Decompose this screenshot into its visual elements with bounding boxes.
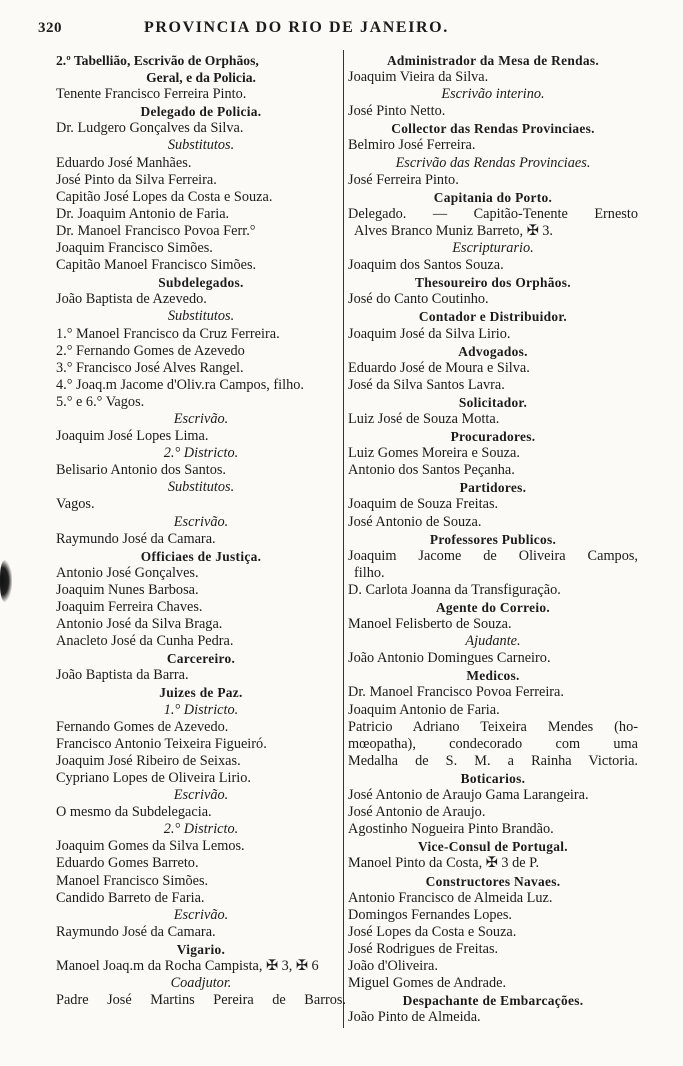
entry-line: Miguel Gomes de Andrade.: [348, 975, 507, 992]
entry-line: José Lopes da Costa e Souza.: [348, 923, 517, 940]
entry-line: Delegado. — Capitão-Tenente Ernesto: [348, 205, 638, 222]
section-heading: Constructores Navaes.: [425, 873, 561, 889]
entry-line: Manoel Felisberto de Souza.: [348, 616, 512, 633]
entry-line: Antonio Francisco de Almeida Luz.: [348, 889, 553, 906]
section-heading: Medicos.: [466, 668, 520, 684]
sub-heading: Escrivão.: [173, 410, 229, 427]
entry-line: mœopatha), condecorado com uma: [348, 735, 638, 752]
entry-line: Joaquim Antonio de Faria.: [348, 701, 500, 718]
sub-heading: Coadjutor.: [170, 975, 232, 992]
entry-line: Joaquim José Lopes Lima.: [56, 428, 209, 445]
left-column: [56, 52, 346, 1009]
sub-heading: Substitutos.: [167, 479, 235, 496]
sub-heading: Escrivão.: [173, 906, 229, 923]
entry-line: Antonio dos Santos Peçanha.: [348, 462, 515, 479]
entry-line: Candido Barreto de Faria.: [56, 889, 205, 906]
entry-line: Joaquim Francisco Simões.: [56, 240, 213, 257]
page-number: 320: [38, 20, 62, 36]
entry-line: Belmiro José Ferreira.: [348, 137, 476, 154]
entry-line: José Antonio de Araujo Gama Larangeira.: [348, 787, 589, 804]
entry-line: Joaquim de Souza Freitas.: [348, 496, 499, 513]
entry-line: Vagos.: [56, 496, 95, 513]
entry-line: 1.° Manoel Francisco da Cruz Ferreira.: [56, 325, 280, 342]
entry-line: Dr. Ludgero Gonçalves da Silva.: [56, 120, 244, 137]
page-header: [38, 20, 658, 46]
entry-line: Eduardo José Manhães.: [56, 154, 192, 171]
entry-line: Manoel Joaq.m da Rocha Campista, ✠ 3, ✠ 6: [56, 957, 319, 974]
entry-line: José Pinto da Silva Ferreira.: [56, 171, 217, 188]
section-heading: Thesoureiro dos Orphãos.: [415, 275, 571, 291]
entry-line: Manoel Francisco Simões.: [56, 872, 209, 889]
entry-line: Capitão Manoel Francisco Simões.: [56, 257, 257, 274]
entry-line: José Rodrigues de Freitas.: [348, 940, 499, 957]
entry-line: José Antonio de Araujo.: [348, 804, 486, 821]
entry-line: Antonio José Gonçalves.: [56, 564, 199, 581]
entry-line: Anacleto José da Cunha Pedra.: [56, 633, 234, 650]
section-heading: Agente do Correio.: [435, 600, 551, 615]
entry-line: Luiz Gomes Moreira e Souza.: [348, 445, 520, 462]
entry-line: Alves Branco Muniz Barreto, ✠ 3.: [354, 222, 553, 239]
entry-line: João Antonio Domingues Carneiro.: [348, 650, 551, 667]
sub-heading: Escripturario.: [452, 240, 534, 257]
entry-line: 2.° Fernando Gomes de Azevedo: [56, 342, 245, 359]
entry-line: Capitão José Lopes da Costa e Souza.: [56, 188, 273, 205]
section-heading: Solicitador.: [458, 394, 528, 410]
entry-line: Tenente Francisco Ferreira Pinto.: [56, 86, 247, 103]
section-heading: Partidores.: [459, 480, 527, 496]
sub-heading: Escrivão interino.: [441, 86, 545, 103]
sub-heading: Substitutos.: [167, 308, 235, 325]
entry-line: 5.° e 6.° Vagos.: [56, 393, 145, 410]
entry-line: Fernando Gomes de Azevedo.: [56, 718, 229, 735]
entry-line: Eduardo Gomes Barreto.: [56, 855, 199, 872]
entry-line: Eduardo José de Moura e Silva.: [348, 359, 530, 376]
section-heading: Contador e Distribuidor.: [418, 309, 568, 325]
section-heading: Administrador da Mesa de Rendas.: [386, 53, 600, 68]
entry-line: Padre José Martins Pereira de Barros.: [56, 992, 346, 1009]
entry-line: Joaquim Jacome de Oliveira Campos,: [348, 547, 638, 564]
entry-line: Patricio Adriano Teixeira Mendes (ho-: [348, 718, 638, 735]
entry-line: Medalha de S. M. a Rainha Victoria.: [348, 752, 638, 769]
sub-heading: Escrivão.: [173, 787, 229, 804]
sub-heading: Escrivão.: [173, 513, 229, 530]
running-title: PROVINCIA DO RIO DE JANEIRO.: [144, 19, 449, 36]
section-heading: Despachante de Embarcações.: [402, 993, 584, 1009]
sub-heading: Escrivão das Rendas Provinciaes.: [395, 154, 591, 171]
section-heading: Carcereiro.: [166, 651, 236, 667]
entry-line: Raymundo José da Camara.: [56, 923, 216, 940]
entry-line: Dr. Manoel Francisco Povoa Ferr.°: [56, 222, 256, 239]
entry-line: José Ferreira Pinto.: [348, 171, 459, 188]
section-heading: 2.º Tabellião, Escrivão de Orphãos,: [56, 53, 259, 68]
entry-line: Manoel Pinto da Costa, ✠ 3 de P.: [348, 855, 540, 872]
section-heading: Collector das Rendas Provinciaes.: [391, 121, 595, 137]
entry-line: José Pinto Netto.: [348, 103, 446, 120]
entry-line: Joaquim José da Silva Lirio.: [348, 325, 511, 342]
entry-line: Joaquim Ferreira Chaves.: [56, 599, 203, 615]
ink-blot: [0, 560, 12, 602]
section-heading: Boticarios.: [460, 770, 526, 786]
entry-line: Joaquim Vieira da Silva.: [348, 69, 489, 86]
entry-line: Joaquim Nunes Barbosa.: [56, 581, 199, 598]
section-heading: Capitania do Porto.: [433, 189, 553, 205]
section-heading: Delegado de Policia.: [140, 104, 262, 120]
entry-line: João Pinto de Almeida.: [348, 1009, 481, 1026]
section-heading: Advogados.: [458, 343, 528, 359]
entry-line: Luiz José de Souza Motta.: [348, 410, 500, 427]
section-heading: Procuradores.: [450, 429, 536, 445]
entry-line: O mesmo da Subdelegacia.: [56, 804, 212, 821]
right-column: [348, 52, 638, 1026]
entry-line: João Baptista da Barra.: [56, 667, 189, 684]
entry-line: Domingos Fernandes Lopes.: [348, 906, 512, 923]
entry-line: José do Canto Coutinho.: [348, 291, 489, 308]
sub-heading: Substitutos.: [167, 137, 235, 154]
entry-line: Joaquim dos Santos Souza.: [348, 257, 504, 274]
sub-heading: 1.° Districto.: [163, 701, 239, 718]
section-heading: Juizes de Paz.: [159, 685, 243, 701]
entry-line: Joaquim José Ribeiro de Seixas.: [56, 752, 241, 769]
entry-line: filho.: [354, 564, 385, 581]
section-heading: Vigario.: [176, 941, 226, 957]
entry-line: José da Silva Santos Lavra.: [348, 376, 505, 393]
entry-line: Joaquim Gomes da Silva Lemos.: [56, 838, 245, 855]
sub-heading: Ajudante.: [465, 633, 521, 650]
entry-line: Dr. Joaquim Antonio de Faria.: [56, 205, 230, 222]
entry-line: João Baptista de Azevedo.: [56, 291, 207, 308]
section-heading: Officiaes de Justiça.: [140, 548, 262, 564]
entry-line: Agostinho Nogueira Pinto Brandão.: [348, 821, 554, 838]
entry-line: João d'Oliveira.: [348, 957, 438, 974]
section-heading: Vice-Consul de Portugal.: [418, 839, 568, 855]
section-heading: Geral, e da Policia.: [146, 70, 256, 86]
sub-heading: 2.° Districto.: [163, 821, 239, 838]
entry-line: Antonio José da Silva Braga.: [56, 616, 223, 633]
entry-line: Belisario Antonio dos Santos.: [56, 462, 226, 479]
section-heading: Subdelegados.: [158, 275, 244, 291]
entry-line: D. Carlota Joanna da Transfiguração.: [348, 581, 561, 598]
sub-heading: 2.° Districto.: [163, 445, 239, 462]
entry-line: Dr. Manoel Francisco Povoa Ferreira.: [348, 684, 564, 701]
entry-line: 4.° Joaq.m Jacome d'Oliv.ra Campos, filho.: [56, 376, 304, 393]
entry-line: José Antonio de Souza.: [348, 513, 482, 530]
entry-line: Cypriano Lopes de Oliveira Lirio.: [56, 769, 251, 786]
section-heading: Professores Publicos.: [429, 531, 557, 547]
entry-line: 3.° Francisco José Alves Rangel.: [56, 359, 244, 376]
entry-line: Francisco Antonio Teixeira Figueiró.: [56, 735, 267, 752]
entry-line: Raymundo José da Camara.: [56, 530, 216, 547]
